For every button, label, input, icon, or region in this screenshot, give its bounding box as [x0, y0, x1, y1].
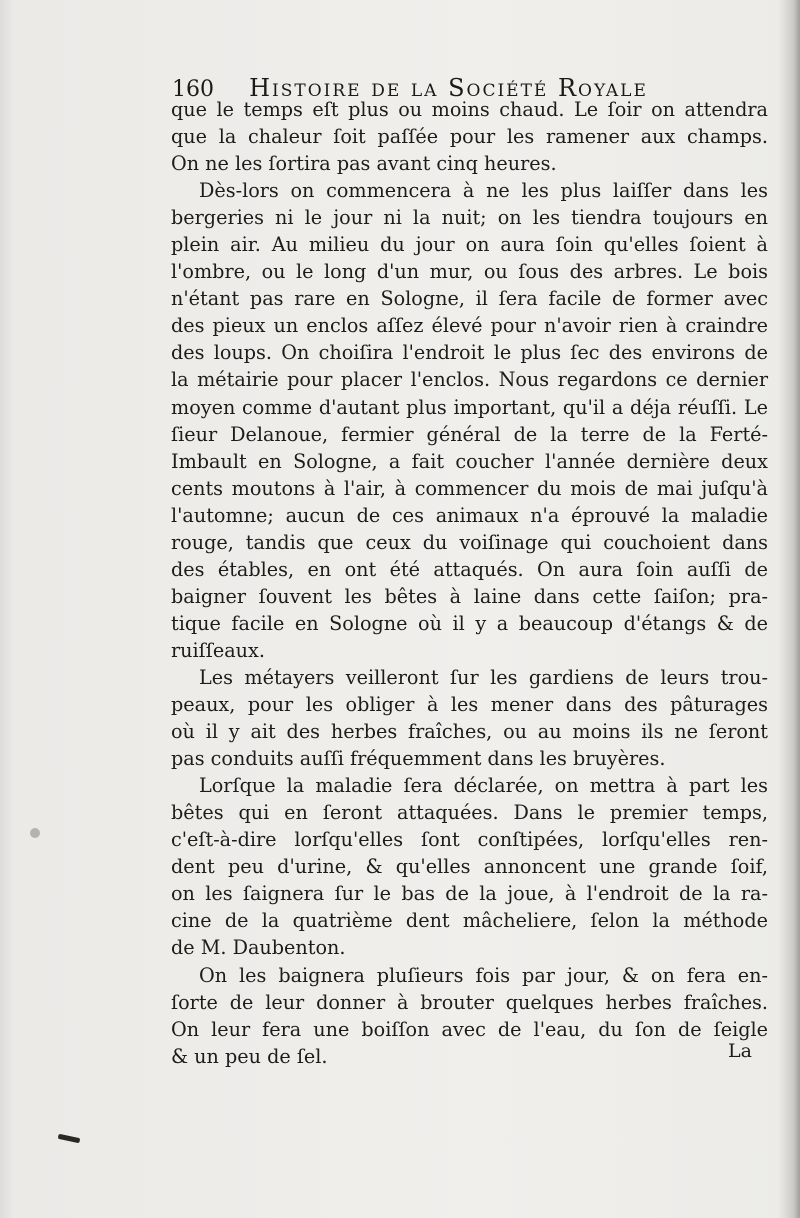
text-line: On ne les ſortira pas avant cinq heures. [171, 152, 557, 176]
text-line: Les métayers veilleront ſur les gardiens de leurs trou- [199, 665, 768, 689]
paper-stain [30, 828, 40, 838]
catchword: La [728, 1040, 752, 1062]
text-line: tique facile en Sologne où il y a beaucoup d'étangs & de [171, 611, 768, 635]
text-line: la métairie pour placer l'enclos. Nous regardons ce dernier [171, 368, 768, 392]
text-line: Imbault en Sologne, a fait coucher l'année dernière deux [171, 449, 768, 473]
text-line: que le temps eſt plus ou moins chaud. Le ſoir on attendra [171, 98, 768, 121]
text-line: de M. Daubenton. [171, 936, 346, 960]
text-line: Dès-lors on commencera à ne les plus laiſſer dans les [199, 179, 768, 203]
text-line: des pieux un enclos aſſez élevé pour n'avoir rien à craindre [171, 314, 768, 338]
ink-smudge [58, 1134, 81, 1143]
text-line: baigner ſouvent les bêtes à laine dans cette ſaiſon; pra- [171, 584, 768, 608]
text-line: On leur fera une boiſſon avec de l'eau, du ſon de ſeigle [171, 1017, 768, 1041]
page-gutter-shadow [778, 0, 800, 1218]
text-line: c'eſt-à-dire lorſqu'elles ſont conſtipées, lorſqu'elles ren- [171, 828, 768, 852]
text-line: des loups. On choiſira l'endroit le plus ſec des environs de [171, 341, 768, 365]
text-line: des étables, en ont été attaqués. On aura ſoin auſſi de [171, 557, 768, 581]
text-line: où il y ait des herbes fraîches, ou au moins ils ne ſeront [171, 720, 768, 744]
page-number: 160 [172, 77, 214, 102]
text-line: pas conduits auſſi fréquemment dans les bruyères. [171, 747, 666, 771]
text-line: l'ombre, ou le long d'un mur, ou ſous des arbres. Le bois [171, 260, 768, 284]
text-line: l'automne; aucun de ces animaux n'a éprouvé la maladie [171, 503, 768, 527]
text-line: Lorſque la maladie ſera déclarée, on mettra à part les [199, 774, 768, 798]
text-line: peaux, pour les obliger à les mener dans des pâturages [171, 693, 768, 717]
text-line: & un peu de ſel. [171, 1044, 328, 1068]
text-line: que la chaleur ſoit paſſée pour les ramener aux champs. [171, 125, 768, 149]
body-text [171, 96, 768, 1070]
running-title: Histoire de la Société Royale [249, 74, 648, 102]
text-line: bêtes qui en ſeront attaquées. Dans le premier temps, [171, 801, 768, 825]
text-line: ſieur Delanoue, fermier général de la terre de la Ferté- [171, 422, 768, 446]
text-line: bergeries ni le jour ni la nuit; on les tiendra toujours en [171, 206, 768, 230]
text-line: on les ſaignera ſur le bas de la joue, à l'endroit de la ra- [171, 882, 768, 906]
text-line: plein air. Au milieu du jour on aura ſoin qu'elles ſoient à [171, 233, 768, 257]
text-line: On les baignera pluſieurs fois par jour, & on fera en- [199, 963, 768, 987]
text-line: rouge, tandis que ceux du voiſinage qui couchoient dans [171, 530, 768, 554]
text-line: dent peu d'urine, & qu'elles annoncent une grande ſoif, [171, 855, 768, 879]
text-line: ſorte de leur donner à brouter quelques herbes fraîches. [171, 990, 768, 1014]
text-line: ruiſſeaux. [171, 638, 265, 662]
text-line: n'étant pas rare en Sologne, il ſera facile de former avec [171, 287, 768, 311]
text-line: cine de la quatrième dent mâcheliere, ſelon la méthode [171, 909, 768, 933]
text-line: moyen comme d'autant plus important, qu'il a déja réuſſi. Le [171, 395, 768, 419]
text-line: cents moutons à l'air, à commencer du mois de mai juſqu'à [171, 476, 768, 500]
